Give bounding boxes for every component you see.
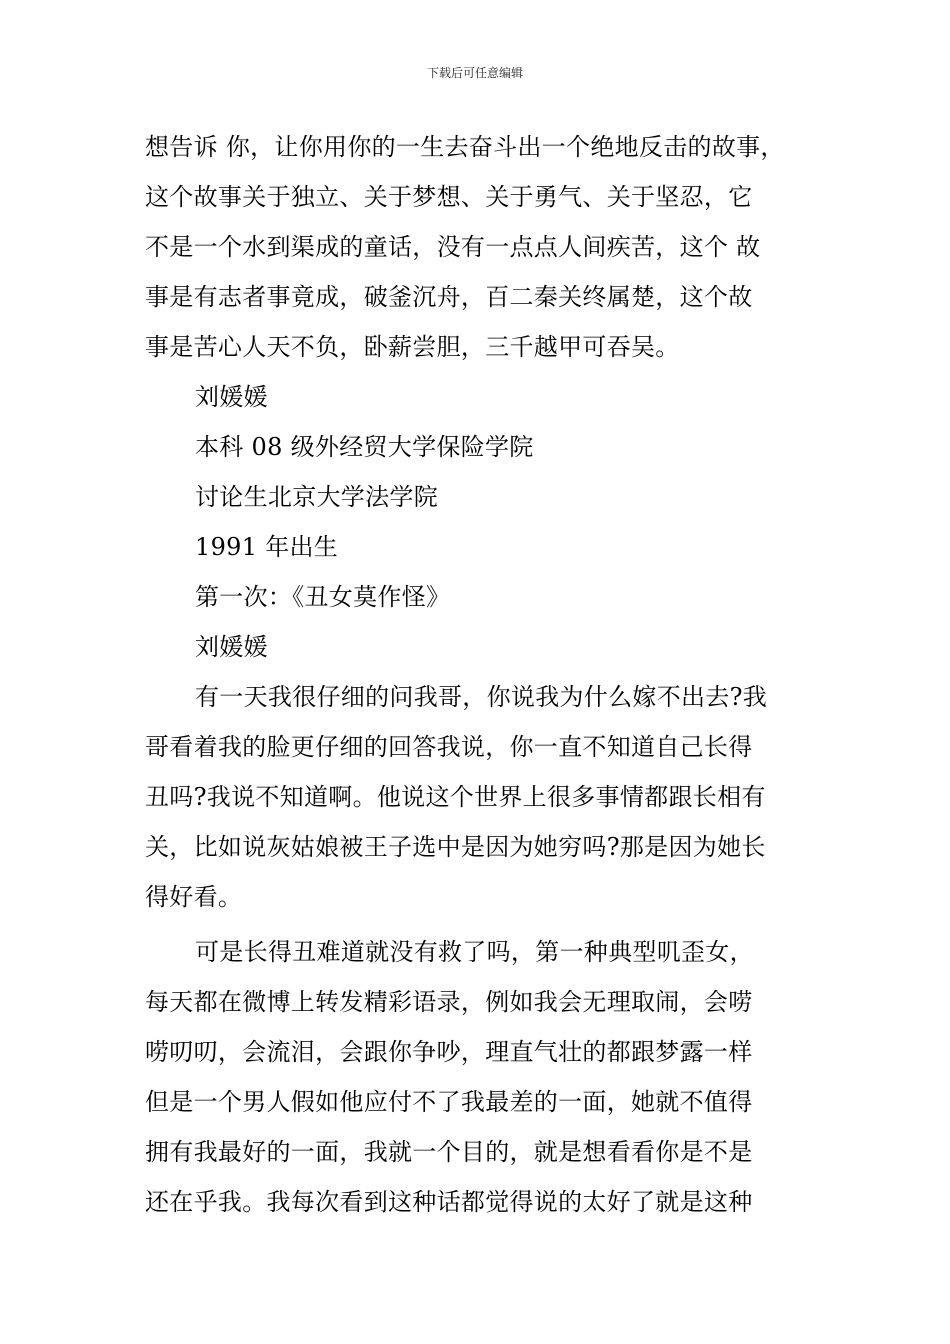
paragraph — [145, 522, 815, 572]
paragraph — [145, 422, 815, 472]
paragraph — [145, 122, 815, 372]
text-line: 但是一个男人假如他应付不了我最差的一面，她就不值得 — [145, 1088, 753, 1116]
paragraph — [145, 572, 815, 622]
text-line: 关，比如说灰姑娘被王子选中是因为她穷吗?那是因为她长 — [145, 833, 766, 861]
text-line: 想告诉 你，让你用你的一生去奋斗出一个绝地反击的故事， — [145, 133, 785, 161]
text-line: 可是长得丑难道就没有救了吗，第一种典型叽歪女， — [195, 938, 754, 966]
text-line: 唠叨叨，会流泪，会跟你争吵，理直气壮的都跟梦露一样 — [145, 1038, 753, 1066]
document-body — [145, 122, 815, 1227]
text-line: 本科 08 级外经贸大学保险学院 — [195, 433, 534, 461]
text-line: 还在乎我。我每次看到这种话都觉得说的太好了就是这种 — [145, 1188, 753, 1216]
text-line: 事是有志者事竟成，破釜沉舟，百二秦关终属楚，这个故 — [145, 283, 753, 311]
text-line: 事是苦心人天不负，卧薪尝胆，三千越甲可吞吴。 — [145, 333, 680, 361]
text-line: 得好看。 — [145, 883, 243, 911]
text-line: 拥有我最好的一面，我就一个目的，就是想看看你是不是 — [145, 1138, 753, 1166]
paragraph — [145, 927, 815, 1227]
text-line: 这个故事关于独立、关于梦想、关于勇气、关于坚忍，它 — [145, 183, 753, 211]
page-header: 下载后可任意编辑 — [426, 66, 523, 80]
text-line: 不是一个水到渠成的童话，没有一点点人间疾苦，这个 故 — [145, 233, 761, 261]
paragraph — [145, 472, 815, 522]
text-line: 哥看着我的脸更仔细的回答我说，你一直不知道自己长得 — [145, 733, 753, 761]
text-line: 刘媛媛 — [195, 383, 268, 411]
text-line: 第一次：《丑女莫作怪》 — [195, 583, 451, 611]
text-line: 每天都在微博上转发精彩语录，例如我会无理取闹，会唠 — [145, 988, 753, 1016]
paragraph — [145, 622, 815, 672]
text-line: 丑吗?我说不知道啊。他说这个世界上很多事情都跟长相有 — [145, 783, 766, 811]
text-line: 有一天我很仔细的问我哥，你说我为什么嫁不出去?我 — [195, 683, 768, 711]
text-line: 刘媛媛 — [195, 633, 268, 661]
paragraph — [145, 672, 815, 922]
text-line: 讨论生北京大学法学院 — [195, 483, 438, 511]
text-line: 1991 年出生 — [195, 533, 339, 561]
paragraph — [145, 372, 815, 422]
